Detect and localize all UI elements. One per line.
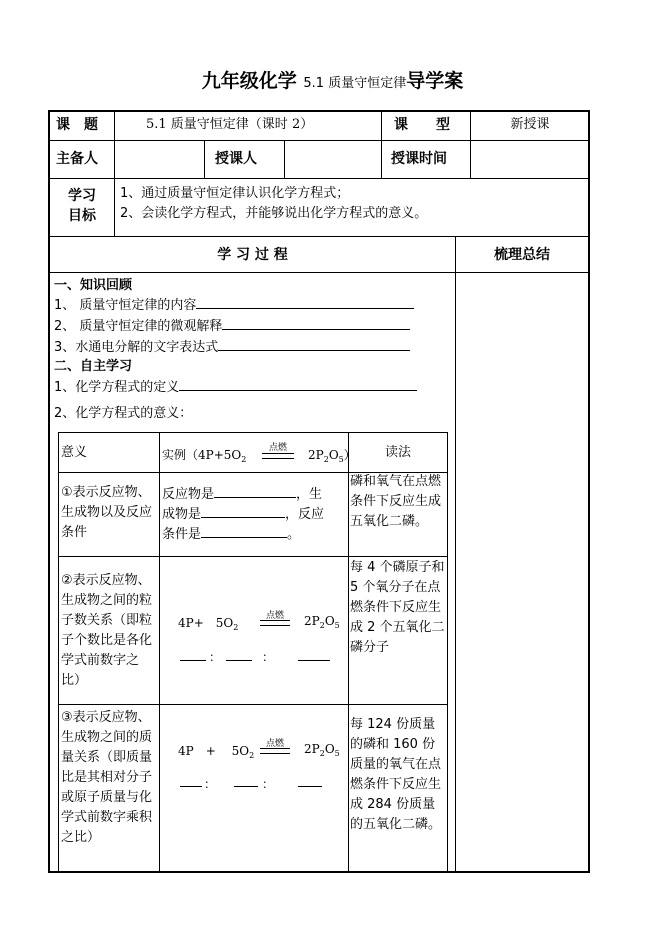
reaction-arrow — [262, 453, 294, 459]
meaning-col-header: 意义 — [61, 445, 88, 460]
review-item-2 — [54, 317, 450, 337]
blank-line[interactable] — [214, 497, 296, 498]
title-part2: 5.1 质量守恒定律 — [303, 76, 407, 91]
subscript: 2 — [323, 455, 329, 464]
blank-line[interactable] — [201, 537, 287, 538]
eq-left-text: 4P+ 5O — [178, 616, 234, 630]
subscript: 2 — [241, 455, 247, 464]
goals-label — [50, 186, 114, 226]
reading-col-header: 读法 — [384, 445, 411, 460]
blank-line[interactable] — [196, 308, 414, 309]
row2-arrow — [260, 620, 290, 626]
inner-divider — [58, 432, 59, 872]
subscript: 5 — [338, 455, 344, 464]
blank-line[interactable] — [179, 390, 417, 391]
ratio-blank-3[interactable] — [298, 660, 330, 661]
blank-line[interactable] — [201, 517, 285, 518]
goal-1: 1、通过质量守恒定律认识化学方程式； — [120, 186, 350, 201]
row3-condition: 点燃 — [265, 739, 284, 749]
mass-colon-2: ： — [262, 777, 275, 791]
eq-right-o: O — [324, 742, 335, 756]
mass-blank-2[interactable] — [234, 786, 258, 787]
inner-divider — [159, 432, 160, 872]
row1-example — [162, 485, 348, 545]
goals-label-line1: 学习 — [68, 188, 96, 204]
mass-blank-3[interactable] — [298, 786, 322, 787]
product-o: O — [328, 448, 339, 462]
type-label: 课 型 — [394, 117, 450, 133]
review-item-3-label: 3、水通电分解的文字表达式 — [54, 340, 219, 355]
review-item-2-label: 2、 质量守恒定律的微观解释 — [54, 319, 223, 334]
divider — [48, 236, 590, 237]
paren-close: ） — [343, 448, 356, 462]
subscript: 2 — [319, 749, 325, 758]
divider — [48, 272, 590, 273]
inner-divider — [58, 556, 448, 557]
self-study-item-1 — [54, 378, 450, 398]
condition-text: 条件是 — [162, 527, 202, 542]
divider — [204, 140, 205, 178]
type-value: 新授课 — [510, 117, 550, 132]
row1-reactant-line — [162, 485, 348, 505]
row2-condition: 点燃 — [265, 611, 284, 621]
subscript: 2 — [233, 623, 239, 632]
table-top-border — [48, 110, 590, 112]
subscript: 5 — [334, 749, 340, 758]
summary-heading: 梳理总结 — [494, 247, 550, 263]
row3-eq-right — [304, 742, 340, 758]
teacher-label: 授课人 — [215, 151, 257, 167]
eq-right-p: 2P — [304, 614, 320, 628]
row2-reading: 每 4 个磷原子和 5 个氧分子在点燃条件下反应生成 2 个五氧化二磷分子 — [350, 560, 445, 655]
inner-divider — [348, 432, 349, 872]
reactant-end: ，生 — [296, 487, 323, 502]
ratio-blank-1[interactable] — [180, 660, 206, 661]
self-study-heading: 二、自主学习 — [54, 359, 133, 374]
inner-divider — [58, 432, 448, 433]
divider — [48, 178, 590, 179]
review-item-1 — [54, 296, 450, 316]
self-study-item-1-label: 1、化学方程式的定义 — [54, 380, 180, 395]
mass-colon-1: ： — [204, 777, 217, 791]
condition-label: 点燃 — [268, 443, 287, 453]
inner-divider — [447, 432, 448, 872]
row1-meaning: ①表示反应物、生成物以及反应条件 — [61, 485, 153, 540]
subscript: 2 — [249, 751, 255, 760]
row3-eq-left — [178, 742, 254, 760]
title-part3: 导学案 — [406, 70, 464, 92]
self-study-item-2: 2、化学方程式的意义： — [54, 406, 193, 421]
example-prefix: 实例（4P+5O — [162, 448, 242, 462]
eq-right-p: 2P — [304, 742, 320, 756]
page-title — [0, 66, 665, 93]
topic-value: 5.1 质量守恒定律（课时 2） — [146, 117, 314, 132]
subscript: 2 — [319, 621, 325, 630]
review-item-1-label: 1、 质量守恒定律的内容 — [54, 298, 197, 313]
row2-eq-left — [178, 614, 238, 632]
row1-product-line — [162, 505, 348, 525]
preparer-label: 主备人 — [56, 151, 98, 167]
row3-reading: 每 124 份质量的磷和 160 份质量的氧气在点燃条件下反应生成 284 份质量的五氧化二磷。 — [350, 717, 442, 832]
eq-right-o: O — [324, 614, 335, 628]
ratio-colon-2: ： — [262, 650, 275, 664]
divider — [381, 110, 382, 178]
blank-line[interactable] — [222, 329, 410, 330]
goal-2: 2、会读化学方程式，并能够说出化学方程式的意义。 — [120, 206, 428, 221]
mass-blank-1[interactable] — [180, 786, 202, 787]
ratio-colon-1: ： — [209, 650, 222, 664]
condition-end: 。 — [287, 527, 301, 542]
row1-condition-line — [162, 525, 348, 545]
example-col-header — [162, 446, 246, 464]
topic-label: 课 题 — [56, 117, 98, 133]
process-heading: 学 习 过 程 — [217, 247, 288, 263]
divider — [48, 140, 590, 141]
subscript: 5 — [334, 621, 340, 630]
divider — [455, 236, 456, 872]
divider — [284, 140, 285, 178]
ratio-blank-2[interactable] — [226, 660, 252, 661]
divider — [114, 110, 115, 236]
inner-divider — [58, 704, 448, 705]
row2-meaning: ②表示反应物、生成物之间的粒子数关系（即粒子个数比是各化学式前数字之比） — [61, 573, 153, 688]
title-part1: 九年级化学 — [201, 70, 297, 92]
blank-line[interactable] — [218, 350, 410, 351]
row2-eq-right — [304, 614, 340, 630]
review-item-3 — [54, 338, 450, 358]
row3-meaning: ③表示反应物、生成物之间的质量关系（即质量比是其相对分子或原子质量与化学式前数字乘积之比） — [61, 710, 153, 845]
product-end: ，反应 — [285, 507, 325, 522]
table-right-border — [588, 110, 590, 873]
inner-divider — [58, 871, 448, 872]
row1-reading: 磷和氧气在点燃条件下反应生成五氧化二磷。 — [350, 474, 442, 529]
row3-arrow — [260, 748, 290, 754]
product-p: 2P — [308, 448, 324, 462]
product-label: 成物是 — [162, 507, 202, 522]
review-heading: 一、知识回顾 — [54, 278, 133, 293]
goals-label-line2: 目标 — [68, 208, 96, 224]
time-label: 授课时间 — [391, 151, 447, 167]
reactant-label: 反应物是 — [162, 487, 215, 502]
eq-left-text: 4P + 5O — [178, 744, 250, 758]
